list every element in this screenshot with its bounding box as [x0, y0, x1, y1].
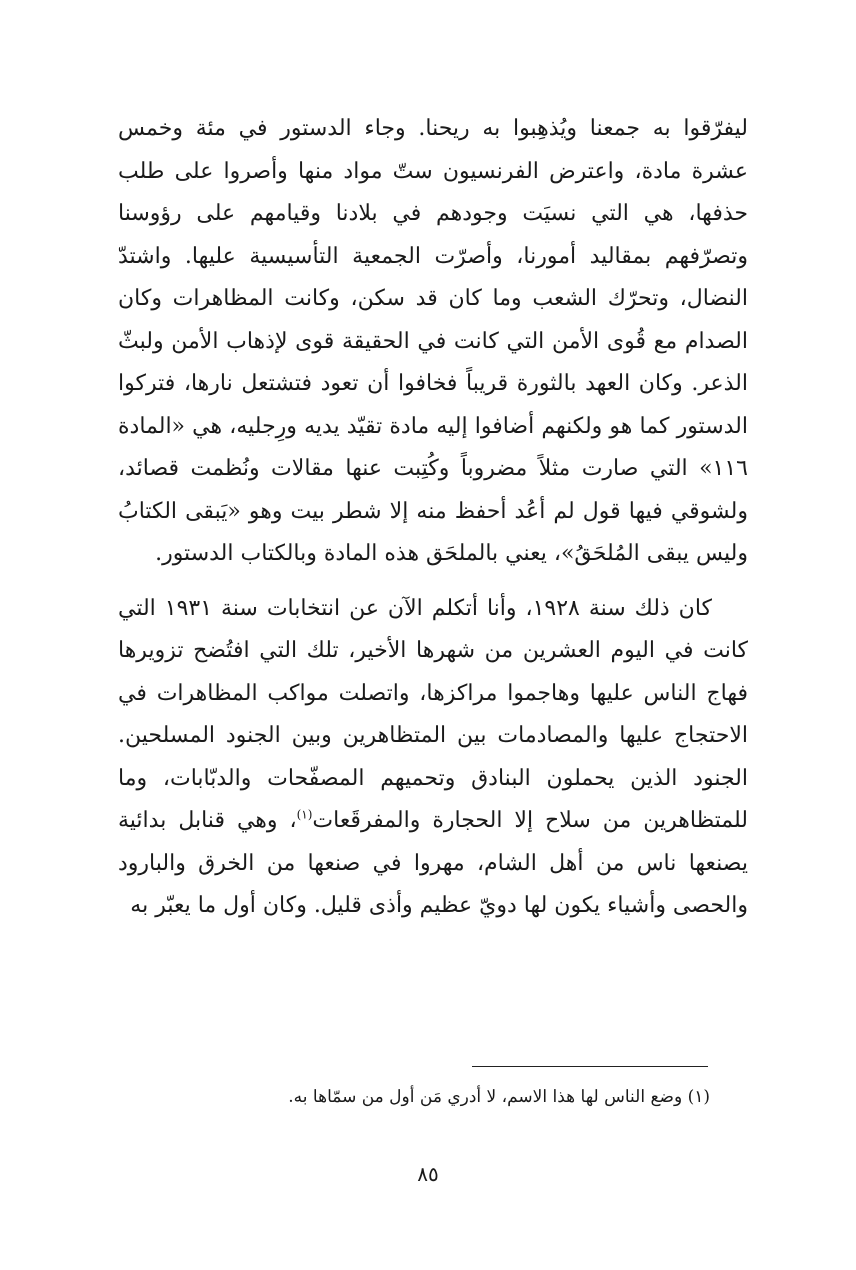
paragraph-2-tail: ، وهي قنابل بدائية يصنعها ناس من أهل الشام، مهروا في صنعها من الخرق والبارود والحصى وأشياء يكون لها دويّ عظيم وأذى قليل. وكان أول ما يعبّر به — [118, 808, 748, 918]
body-text — [118, 108, 748, 928]
paragraph-1: ليفرّقوا به جمعنا ويُذهِبوا به ريحنا. وجاء الدستور في مئة وخمس عشرة مادة، واعترض الفرنسيون ستّ مواد منها وأصروا على طلب حذفها، هي التي نسيَت وجودهم في بلادنا وقيامهم على رؤوسنا وتصرّفهم بمقاليد أمورنا، وأصرّت الجمعية التأسيسية عليها. واشتدّ النضال، وتحرّك الشعب وما كان قد سكن، وكانت المظاهرات وكان الصدام مع قُوى الأمن التي كانت في الحقيقة قوى لإذهاب الأمن ولبثّ الذعر. وكان العهد بالثورة قريباً فخافوا أن تعود فتشتعل نارها، فتركوا الدستور كما هو ولكنهم أضافوا إليه مادة تقيّد يديه ورِجليه، هي «المادة ١١٦» التي صارت مثلاً مضروباً وكُتِبت عنها مقالات ونُظمت قصائد، ولشوقي فيها قول لم أعُد أحفظ منه إلا شطر بيت وهو «يَبقى الكتابُ وليس يبقى المُلحَقُ»، يعني بالملحَق هذه المادة وبالكتاب الدستور. — [118, 116, 748, 566]
footnote-marker[interactable]: (١) — [296, 807, 313, 822]
footnote-divider — [472, 1066, 708, 1067]
paragraph-2 — [118, 588, 748, 928]
page-number: ٨٥ — [417, 1162, 439, 1186]
paragraph-2-text: كان ذلك سنة ١٩٢٨، وأنا أتكلم الآن عن انتخابات سنة ١٩٣١ التي كانت في اليوم العشرين من شهرها الأخير، تلك التي افتُضح تزويرها فهاج الناس عليها وهاجموا مراكزها، واتصلت مواكب المظاهرات في الاحتجاج عليها والمصادمات بين المتظاهرين وبين الجنود المسلحين. الجنود الذين يحملون البنادق وتحميهم المصفّحات والدبّابات، وما للمتظاهرين من سلاح إلا الحجارة والمفرقَعات — [118, 595, 748, 833]
footnote: (١) وضع الناس لها هذا الاسم، لا أدري مَن أول من سمّاها به. — [288, 1087, 710, 1107]
